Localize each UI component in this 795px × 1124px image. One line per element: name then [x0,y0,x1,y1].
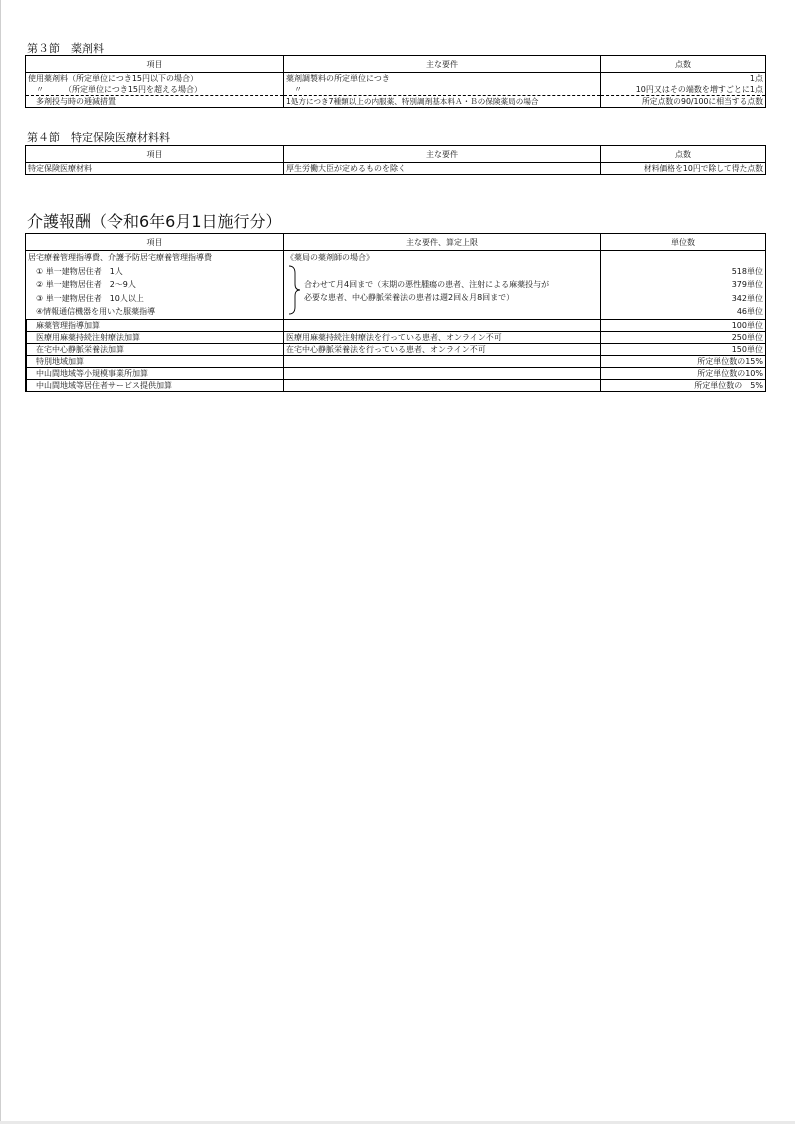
row-item: 多剤投与時の逓減措置 [26,96,284,108]
col-header-units: 単位数 [671,237,695,247]
row-item: 特別地域加算 [26,355,284,367]
col-header-requirement: 主な要件 [284,146,601,163]
sub-units: 342単位 [731,293,763,303]
row-requirement: 〃 [284,84,601,96]
col-header-requirement: 主な要件、算定上限 [284,234,601,251]
row-requirement: 在宅中心静脈栄養法を行っている患者、オンライン不可 [284,343,601,355]
row-item: 中山間地域等居住者サービス提供加算 [26,379,284,391]
table-row [26,331,766,343]
main-units-cell [601,251,766,320]
sub-item: ① 単一建物居住者 1人 [36,266,123,276]
col-header-item: 項目 [26,234,284,251]
row-requirement: 厚生労働大臣が定めるものを除く [284,163,601,175]
row-requirement [284,379,601,391]
sub-item: ④情報通信機器を用いた服薬指導 [36,307,156,316]
brace-note-line1: 合わせて月4回まで（末期の悪性腫瘍の患者、注射による麻薬投与が [304,279,550,289]
row-requirement: 薬剤調製料の所定単位につき [284,73,601,85]
row-requirement: 1処方につき7種類以上の内服薬、特別調剤基本料Ａ・Ｂの保険薬局の場合 [284,96,601,108]
sub-units: 379単位 [731,280,763,289]
curly-brace-icon [287,265,301,315]
kaigo-title: 介護報酬（令和6年6月1日施行分） [27,212,282,231]
section4-title: 第４節 特定保険医療材料料 [27,131,170,144]
section3-table [25,55,766,108]
col-header-item: 項目 [26,146,284,163]
section3-title: 第３節 薬剤料 [27,42,104,55]
row-points: 所定点数の90/100に相当する点数 [642,97,763,106]
row-requirement [284,355,601,367]
main-item-title: 居宅療養管理指導費、介護予防居宅療養管理指導費 [28,253,212,262]
row-units: 所定単位数の10% [697,368,763,378]
row-points: 10円又はその端数を増すごとに1点 [635,85,763,94]
row-item: 〃 （所定単位につき15円を超える場合） [26,84,284,96]
row-requirement [284,367,601,379]
main-req-cell [284,251,601,320]
row-points: 1点 [749,74,763,83]
table-row [26,367,766,379]
row-item: 医療用麻薬持続注射療法加算 [26,331,284,343]
row-requirement: 医療用麻薬持続注射療法を行っている患者、オンライン不可 [284,331,601,343]
col-header-requirement: 主な要件 [284,56,601,73]
table-row [26,84,766,96]
sub-units: 518単位 [731,266,763,276]
row-units: 250単位 [731,332,763,342]
row-units: 150単位 [731,344,763,354]
sub-units: 46単位 [736,307,763,316]
col-header-item: 項目 [26,56,284,73]
main-item-cell [26,251,284,320]
main-req-heading: 《薬局の薬剤師の場合》 [286,253,374,262]
row-units: 所定単位数の 5% [694,380,763,390]
row-item: 中山間地域等小規模事業所加算 [26,367,284,379]
sub-item: ② 単一建物居住者 2〜9人 [36,280,136,289]
kaigo-table [25,233,766,392]
row-requirement [284,319,601,331]
sub-item: ③ 単一建物居住者 10人以上 [36,293,144,303]
table-row [26,355,766,367]
row-item: 麻薬管理指導加算 [26,319,284,331]
table-row [26,379,766,391]
brace-note-line2: 必要な患者、中心静脈栄養法の患者は週2回＆月8回まで） [304,293,515,302]
row-units: 所定単位数の15% [697,356,763,366]
table-row [26,343,766,355]
table-row [26,96,766,108]
kaigo-main-block [26,251,766,320]
col-header-points: 点数 [675,59,691,69]
row-item: 使用薬剤料（所定単位につき15円以下の場合） [26,73,284,85]
row-item: 在宅中心静脈栄養法加算 [26,343,284,355]
section4-table [25,145,766,175]
table-row [26,73,766,85]
row-item: 特定保険医療材料 [26,163,284,175]
row-points: 材料価格を10円で除して得た点数 [643,164,763,173]
row-units: 100単位 [731,320,763,330]
col-header-points: 点数 [675,149,691,159]
table-row [26,319,766,331]
table-row [26,163,766,175]
